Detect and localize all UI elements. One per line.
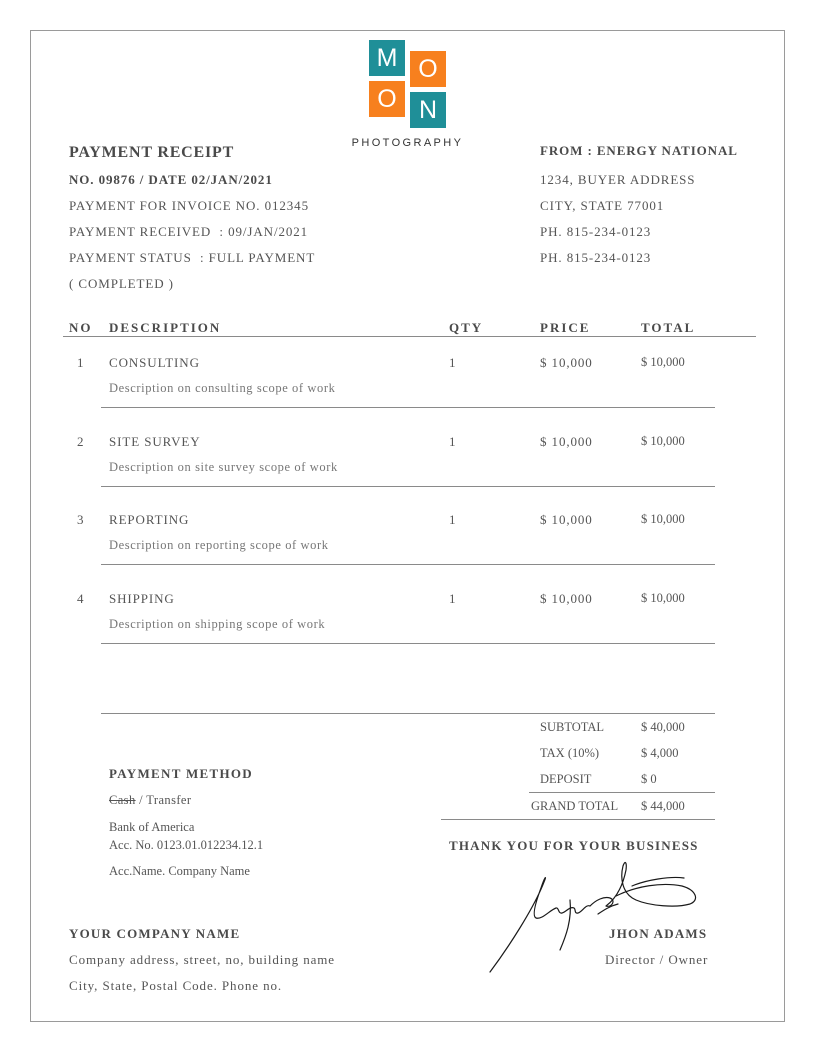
col-header-price: PRICE xyxy=(540,320,591,335)
col-header-no: NO xyxy=(69,320,93,335)
signatory-name: JHON ADAMS xyxy=(609,926,708,941)
grand-total-bottom-rule xyxy=(441,819,715,820)
payment-option-transfer: / Transfer xyxy=(135,793,192,807)
receipt-status: PAYMENT STATUS : FULL PAYMENT xyxy=(69,250,316,265)
account-number: Acc. No. 0123.01.012234.12.1 xyxy=(109,838,264,852)
row-qty: 1 xyxy=(449,355,457,370)
logo-tile-o1: O xyxy=(410,51,446,87)
table-bottom-rule xyxy=(101,713,715,714)
row-total: $ 10,000 xyxy=(641,434,685,448)
row-price: $ 10,000 xyxy=(540,591,593,606)
col-header-total: TOTAL xyxy=(641,320,696,335)
row-qty: 1 xyxy=(449,591,457,606)
signatory-role: Director / Owner xyxy=(605,952,709,967)
logo-tile-n: N xyxy=(410,92,446,128)
table-header-rule xyxy=(63,336,756,337)
from-city: CITY, STATE 77001 xyxy=(540,198,665,213)
row-qty: 1 xyxy=(449,434,457,449)
row-price: $ 10,000 xyxy=(540,355,593,370)
row-item: REPORTING xyxy=(109,512,190,527)
deposit-value: $ 0 xyxy=(641,772,657,786)
account-name: Acc.Name. Company Name xyxy=(109,864,250,878)
receipt-received: PAYMENT RECEIVED : 09/JAN/2021 xyxy=(69,224,309,239)
grand-total-value: $ 44,000 xyxy=(641,799,685,813)
payment-method-options xyxy=(109,793,191,808)
receipt-status-note: ( COMPLETED ) xyxy=(69,276,174,291)
receipt-number-date: NO. 09876 / DATE 02/JAN/2021 xyxy=(69,172,273,187)
row-item: CONSULTING xyxy=(109,355,200,370)
row-description: Description on site survey scope of work xyxy=(109,460,338,474)
row-item: SITE SURVEY xyxy=(109,434,201,449)
row-number: 4 xyxy=(77,591,85,606)
row-description: Description on shipping scope of work xyxy=(109,617,326,631)
payment-method-title: PAYMENT METHOD xyxy=(109,766,253,781)
tax-value: $ 4,000 xyxy=(641,746,679,760)
row-price: $ 10,000 xyxy=(540,434,593,449)
row-divider xyxy=(101,564,715,565)
receipt-title: PAYMENT RECEIPT xyxy=(69,144,235,161)
row-total: $ 10,000 xyxy=(641,355,685,369)
brand-text: PHOTOGRAPHY xyxy=(351,137,464,149)
row-divider xyxy=(101,407,715,408)
company-address: Company address, street, no, building name xyxy=(69,952,335,967)
logo-tile-o2: O xyxy=(369,81,405,117)
row-divider xyxy=(101,643,715,644)
grand-total-label: GRAND TOTAL xyxy=(531,799,619,813)
from-phone-2: PH. 815-234-0123 xyxy=(540,250,652,265)
row-number: 3 xyxy=(77,512,85,527)
from-phone-1: PH. 815-234-0123 xyxy=(540,224,652,239)
grand-total-top-rule xyxy=(529,792,715,793)
receipt-invoice: PAYMENT FOR INVOICE NO. 012345 xyxy=(69,198,309,213)
from-title: FROM : ENERGY NATIONAL xyxy=(540,143,738,158)
row-total: $ 10,000 xyxy=(641,591,685,605)
row-qty: 1 xyxy=(449,512,457,527)
bank-name: Bank of America xyxy=(109,820,195,834)
subtotal-label: SUBTOTAL xyxy=(540,720,605,734)
thank-you-message: THANK YOU FOR YOUR BUSINESS xyxy=(449,838,699,853)
deposit-label: DEPOSIT xyxy=(540,772,592,786)
col-header-qty: QTY xyxy=(449,320,484,335)
row-item: SHIPPING xyxy=(109,591,175,606)
subtotal-value: $ 40,000 xyxy=(641,720,685,734)
row-price: $ 10,000 xyxy=(540,512,593,527)
company-logo xyxy=(369,40,447,126)
logo-tile-m: M xyxy=(369,40,405,76)
company-name: YOUR COMPANY NAME xyxy=(69,926,241,941)
row-description: Description on reporting scope of work xyxy=(109,538,329,552)
row-divider xyxy=(101,486,715,487)
payment-option-cash: Cash xyxy=(109,793,136,807)
tax-label: TAX (10%) xyxy=(540,746,600,760)
row-number: 1 xyxy=(77,355,85,370)
col-header-description: DESCRIPTION xyxy=(109,320,222,335)
from-address: 1234, BUYER ADDRESS xyxy=(540,172,696,187)
company-city: City, State, Postal Code. Phone no. xyxy=(69,978,283,993)
row-description: Description on consulting scope of work xyxy=(109,381,336,395)
row-total: $ 10,000 xyxy=(641,512,685,526)
row-number: 2 xyxy=(77,434,85,449)
